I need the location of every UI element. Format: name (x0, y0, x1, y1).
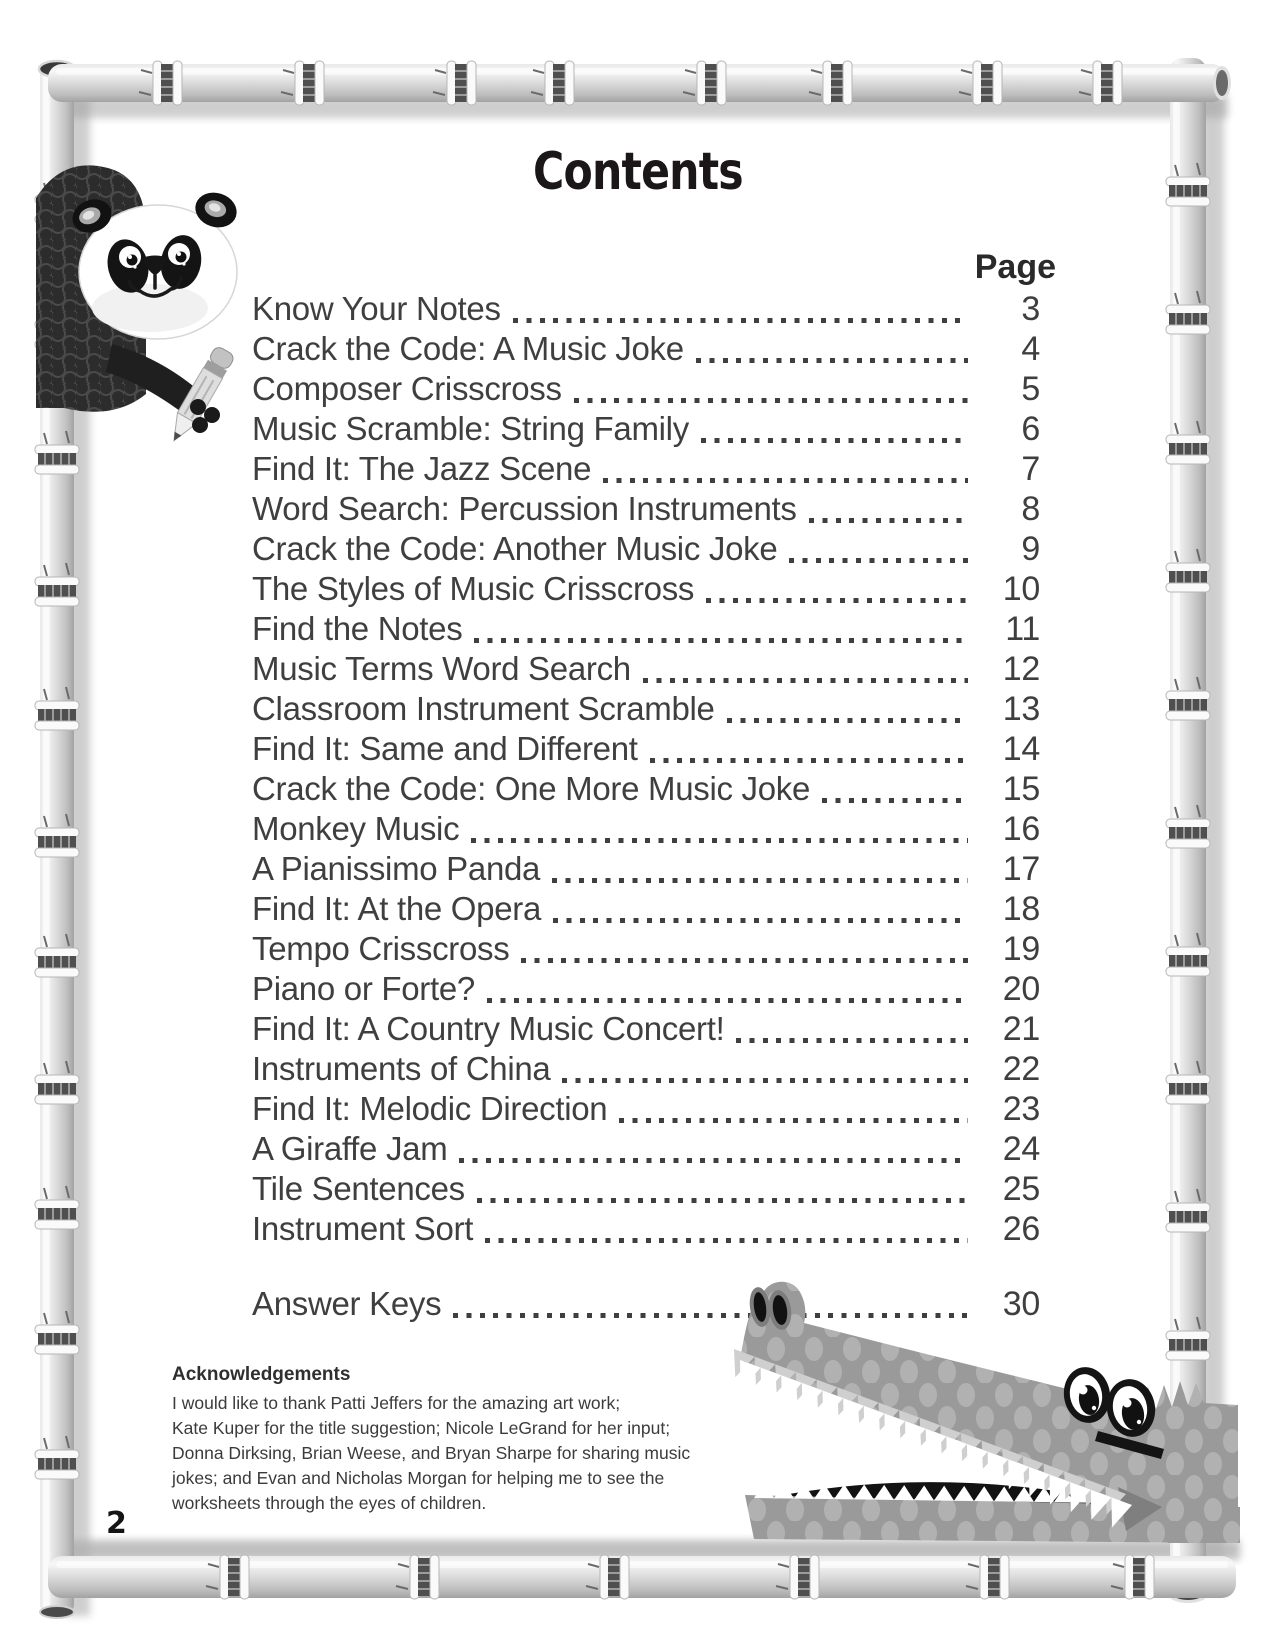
dot-leader (471, 838, 968, 843)
toc-row (252, 609, 1040, 649)
toc-item-title: Word Search: Percussion Instruments (252, 490, 797, 527)
dot-leader (459, 1158, 968, 1163)
dot-leader (822, 798, 968, 803)
toc-item-page: 3 (1021, 290, 1040, 328)
dot-leader (789, 558, 968, 563)
toc-item-title: Find It: A Country Music Concert! (252, 1010, 725, 1047)
toc-item-title: Find It: Same and Different (252, 730, 638, 767)
dot-leader (477, 1198, 968, 1203)
toc-row (252, 1009, 1040, 1049)
toc-item-title: Answer Keys (252, 1285, 442, 1322)
toc-item-page: 10 (1002, 570, 1040, 608)
dot-leader (562, 1078, 968, 1083)
page-title-wrap (0, 142, 1275, 202)
acknowledgements-line: I would like to thank Patti Jeffers for the amazing art work; (172, 1393, 621, 1413)
dot-leader (643, 678, 968, 683)
toc-row (252, 489, 1040, 529)
toc-item-page: 21 (1002, 1010, 1040, 1048)
dot-leader (553, 918, 968, 923)
dot-leader (487, 998, 968, 1003)
toc-row (252, 1169, 1040, 1209)
toc-item-title: Find It: At the Opera (252, 890, 542, 927)
toc-item-title: Crack the Code: Another Music Joke (252, 530, 778, 567)
toc-row (252, 449, 1040, 489)
dot-leader (552, 878, 968, 883)
page-title: Contents (532, 142, 743, 202)
toc-item-title: Crack the Code: A Music Joke (252, 330, 684, 367)
toc-item-page: 4 (1021, 330, 1040, 368)
toc-row (252, 769, 1040, 809)
toc-row (252, 729, 1040, 769)
toc-item-page: 14 (1002, 730, 1040, 768)
toc-item-page: 23 (1002, 1090, 1040, 1128)
toc-item-page: 25 (1002, 1170, 1040, 1208)
page-column-header: Page (974, 248, 1056, 286)
folio-page-number: 2 (106, 1506, 127, 1541)
acknowledgements-line: jokes; and Evan and Nicholas Morgan for helping me to see the (172, 1468, 665, 1488)
dot-leader (650, 758, 968, 763)
toc-row (252, 329, 1040, 369)
toc-item-title: Find It: The Jazz Scene (252, 450, 592, 487)
toc-row (252, 929, 1040, 969)
toc-item-title: Crack the Code: One More Music Joke (252, 770, 811, 807)
toc-item-title: Instrument Sort (252, 1210, 474, 1247)
toc-item-page: 6 (1021, 410, 1040, 448)
toc-item-title: Instruments of China (252, 1050, 551, 1087)
toc-row (252, 289, 1040, 329)
toc-item-page: 24 (1002, 1130, 1040, 1168)
dot-leader (521, 958, 968, 963)
toc-item-title: Find the Notes (252, 610, 463, 647)
toc-item-page: 11 (1005, 610, 1040, 648)
toc-row (252, 409, 1040, 449)
toc-item-page: 12 (1002, 650, 1040, 688)
toc-item-title: Monkey Music (252, 810, 460, 847)
toc-item-title: The Styles of Music Crisscross (252, 570, 695, 607)
dot-leader (701, 438, 968, 443)
dot-leader (706, 598, 968, 603)
toc-item-page: 15 (1002, 770, 1040, 808)
acknowledgements-line: worksheets through the eyes of children. (172, 1493, 487, 1513)
toc-item-title: Find It: Melodic Direction (252, 1090, 608, 1127)
toc-row (252, 969, 1040, 1009)
toc-row (252, 849, 1040, 889)
toc-item-page: 19 (1002, 930, 1040, 968)
dot-leader (619, 1118, 968, 1123)
bamboo-top-rail (48, 61, 1231, 105)
toc-item-page: 26 (1002, 1210, 1040, 1248)
toc-row (252, 569, 1040, 609)
toc-item-title: A Giraffe Jam (252, 1130, 448, 1167)
toc-item-page: 20 (1002, 970, 1040, 1008)
toc-item-page: 7 (1021, 450, 1040, 488)
toc-row (252, 529, 1040, 569)
toc-item-page: 5 (1021, 370, 1040, 408)
toc-item-title: Tempo Crisscross (252, 930, 510, 967)
alligator-illustration (690, 1245, 1246, 1545)
bamboo-bottom-rail (48, 1555, 1236, 1599)
toc-item-page: 16 (1002, 810, 1040, 848)
table-of-contents (252, 248, 1056, 1324)
toc-row (252, 369, 1040, 409)
toc-item-title: Know Your Notes (252, 290, 501, 327)
dot-leader (485, 1238, 968, 1243)
dot-leader (603, 478, 968, 483)
acknowledgements-heading: Acknowledgements (172, 1364, 351, 1385)
toc-item-title: Tile Sentences (252, 1170, 465, 1207)
toc-item-title: Composer Crisscross (252, 370, 562, 407)
toc-item-title: Classroom Instrument Scramble (252, 690, 715, 727)
dot-leader (727, 718, 968, 723)
toc-row (252, 1209, 1040, 1249)
toc-item-page: 30 (1002, 1285, 1040, 1323)
dot-leader (574, 398, 968, 403)
toc-row (252, 689, 1040, 729)
toc-item-title: Music Scramble: String Family (252, 410, 689, 447)
toc-row (252, 889, 1040, 929)
toc-item-page: 18 (1002, 890, 1040, 928)
dot-leader (809, 518, 968, 523)
dot-leader (513, 318, 968, 323)
toc-item-title: A Pianissimo Panda (252, 850, 541, 887)
toc-item-page: 22 (1002, 1050, 1040, 1088)
toc-item-page: 17 (1002, 850, 1040, 888)
toc-item-page: 8 (1021, 490, 1040, 528)
dot-leader (736, 1038, 968, 1043)
toc-item-title: Piano or Forte? (252, 970, 475, 1007)
toc-row (252, 809, 1040, 849)
dot-leader (696, 358, 968, 363)
toc-item-page: 13 (1002, 690, 1040, 728)
acknowledgements-line: Donna Dirksing, Brian Weese, and Bryan Sharpe for sharing music (172, 1443, 691, 1463)
toc-item-title: Music Terms Word Search (252, 650, 631, 687)
toc-row (252, 1129, 1040, 1169)
acknowledgements-line: Kate Kuper for the title suggestion; Nicole LeGrand for her input; (172, 1418, 671, 1438)
dot-leader (474, 638, 968, 643)
toc-item-page: 9 (1021, 530, 1040, 568)
acknowledgements (172, 1363, 717, 1516)
toc-row (252, 1049, 1040, 1089)
toc-row (252, 1089, 1040, 1129)
toc-row (252, 649, 1040, 689)
